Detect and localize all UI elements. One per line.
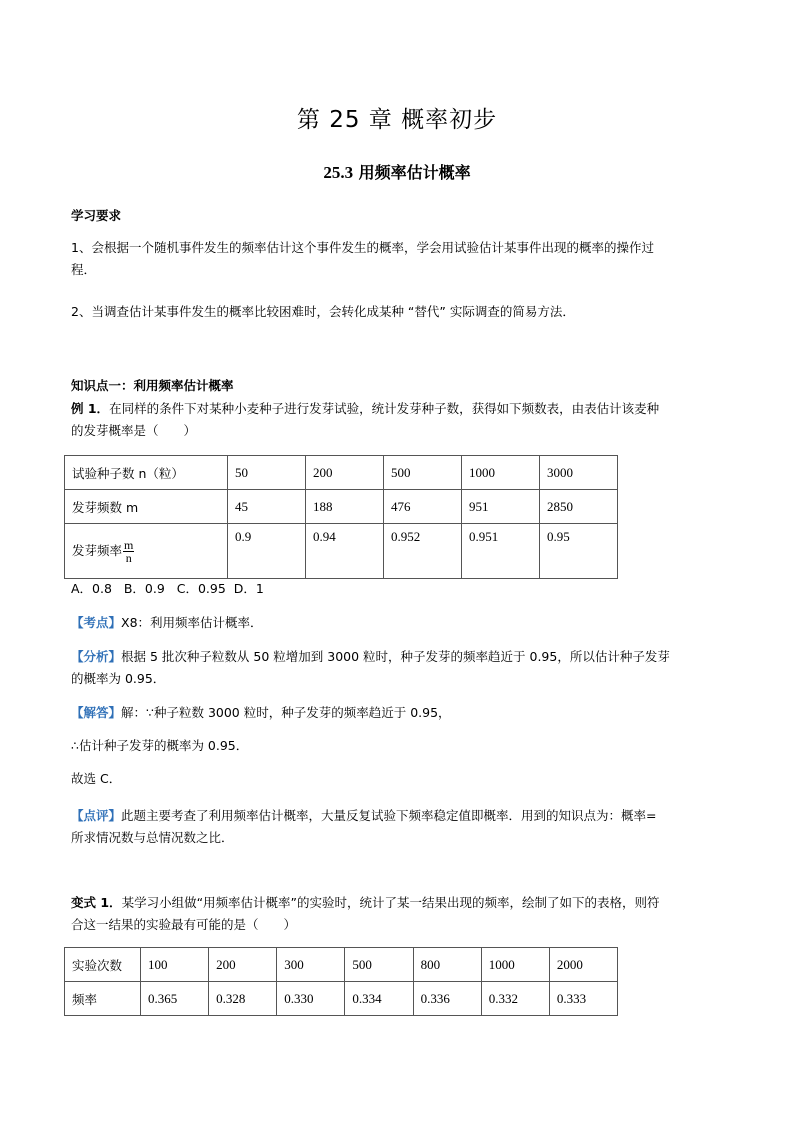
jieda — [71, 702, 726, 724]
section-number: 25.3 — [323, 163, 354, 182]
kaodian — [71, 612, 726, 634]
table-header-cell: 发芽频数 m — [65, 490, 228, 524]
table-cell: 1000 — [462, 456, 540, 490]
jieda-line2: ∴估计种子发芽的概率为 0.95． — [71, 738, 249, 753]
table-header-cell — [65, 524, 228, 579]
section-title — [0, 160, 794, 183]
table-row — [65, 456, 618, 490]
table-cell: 0.330 — [277, 982, 345, 1016]
frequency-label: 发芽频率 — [72, 542, 123, 558]
jieda-label: 【解答】 — [71, 705, 122, 720]
variant-1-line2: 合这一结果的实验最有可能的是（ ） — [71, 917, 297, 932]
example-1-line2: 的发芽概率是（ ） — [71, 423, 197, 438]
table-header-cell: 频率 — [65, 982, 141, 1016]
example-1-label: 例 1． — [71, 401, 110, 416]
table-cell: 0.336 — [413, 982, 481, 1016]
example-1-question — [71, 398, 726, 442]
table-cell: 0.94 — [306, 524, 384, 579]
requirements-heading: 学习要求 — [71, 208, 122, 223]
table-cell: 45 — [228, 490, 306, 524]
variant-1-question — [71, 892, 726, 936]
table-cell: 0.365 — [141, 982, 209, 1016]
requirement-item-1-line1: 1、会根据一个随机事件发生的频率估计这个事件发生的概率，学会用试验估计某事件出现的概率的操作过 — [71, 240, 654, 255]
table-row — [65, 982, 618, 1016]
table-cell: 50 — [228, 456, 306, 490]
variant-1-line1: 某学习小组做“用频率估计概率”的实验时，统计了某一结果出现的频率，绘制了如下的表格，则符 — [121, 895, 660, 910]
jieda-line3: 故选 C． — [71, 771, 122, 786]
table-cell: 500 — [384, 456, 462, 490]
table-cell: 2000 — [549, 948, 617, 982]
table-cell: 800 — [413, 948, 481, 982]
table-cell: 200 — [306, 456, 384, 490]
fraction-m-over-n — [123, 539, 134, 564]
table-cell: 0.9 — [228, 524, 306, 579]
dianping-line2: 所求情况数与总情况数之比． — [71, 830, 234, 845]
dianping — [71, 805, 726, 849]
table-cell: 0.951 — [462, 524, 540, 579]
fenxi — [71, 646, 726, 690]
kaodian-label: 【考点】 — [71, 615, 122, 630]
table-header-cell: 试验种子数 n（粒） — [65, 456, 228, 490]
variant-1-table — [64, 947, 618, 1016]
table-row — [65, 490, 618, 524]
table-cell: 200 — [209, 948, 277, 982]
dianping-line1: 此题主要考查了利用频率估计概率，大量反复试验下频率稳定值即概率．用到的知识点为：概率= — [121, 808, 657, 823]
table-cell: 0.334 — [345, 982, 413, 1016]
dianping-label: 【点评】 — [71, 808, 122, 823]
jieda-line1: 解：∵种子粒数 3000 粒时，种子发芽的频率趋近于 0.95， — [121, 705, 451, 720]
table-cell: 3000 — [540, 456, 618, 490]
section-name: 用频率估计概率 — [358, 163, 471, 182]
example-1-line1: 在同样的条件下对某种小麦种子进行发芽试验，统计发芽种子数，获得如下频数表，由表估计该麦种 — [109, 401, 660, 416]
table-row — [65, 524, 618, 579]
fraction-denominator: n — [125, 550, 132, 565]
table-cell: 0.332 — [481, 982, 549, 1016]
fenxi-label: 【分析】 — [71, 649, 122, 664]
chapter-title: 第 25 章 概率初步 — [296, 107, 498, 133]
variant-1-label: 变式 1． — [71, 895, 122, 910]
table-cell: 500 — [345, 948, 413, 982]
fenxi-line2: 的概率为 0.95． — [71, 671, 166, 686]
table-cell: 951 — [462, 490, 540, 524]
table-cell: 0.328 — [209, 982, 277, 1016]
table-cell: 476 — [384, 490, 462, 524]
kaodian-text: X8：利用频率估计概率． — [121, 615, 263, 630]
table-cell: 0.95 — [540, 524, 618, 579]
fenxi-line1: 根据 5 批次种子粒数从 50 粒增加到 3000 粒时，种子发芽的频率趋近于 0.95，所以估计种子发芽 — [121, 649, 670, 664]
requirement-item-1 — [71, 237, 726, 281]
fraction-numerator: m — [124, 537, 134, 552]
table-cell: 1000 — [481, 948, 549, 982]
table-cell: 2850 — [540, 490, 618, 524]
requirement-item-1-line2: 程． — [71, 262, 97, 277]
table-cell: 300 — [277, 948, 345, 982]
table-cell: 188 — [306, 490, 384, 524]
knowledge-point-1-heading: 知识点一：利用频率估计概率 — [71, 378, 234, 393]
example-1-table — [64, 455, 618, 579]
table-row — [65, 948, 618, 982]
table-cell: 0.952 — [384, 524, 462, 579]
example-1-options: A．0.8 B．0.9 C．0.95 D．1 — [71, 581, 264, 596]
table-cell: 0.333 — [549, 982, 617, 1016]
requirement-item-2: 2、当调查估计某事件发生的概率比较困难时，会转化成某种 “替代” 实际调查的简易方法． — [71, 304, 575, 319]
table-cell: 100 — [141, 948, 209, 982]
table-header-cell: 实验次数 — [65, 948, 141, 982]
